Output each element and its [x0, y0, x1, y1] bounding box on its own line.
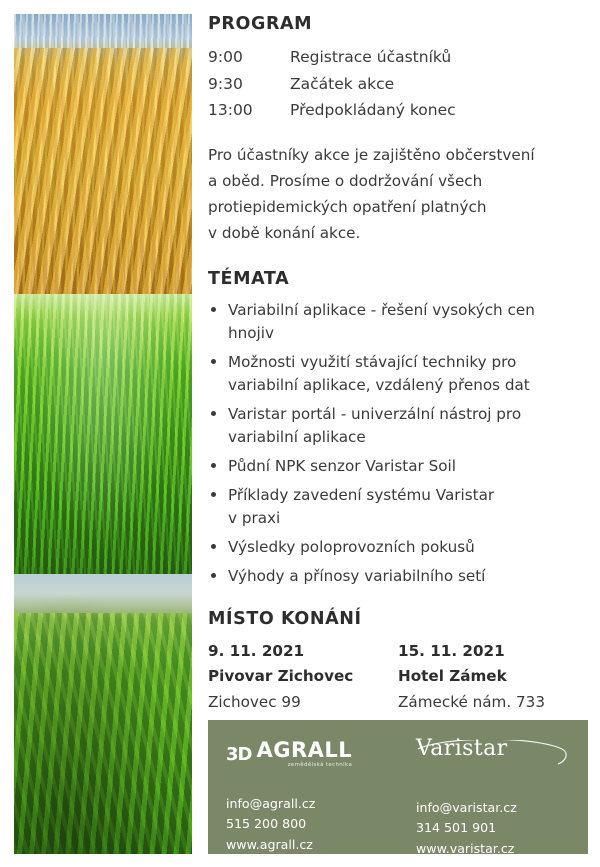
- schedule-time: 9:00: [208, 48, 243, 66]
- varistar-email[interactable]: info@varistar.cz: [416, 800, 517, 815]
- agrall-tagline: zemědělská technika: [287, 761, 353, 768]
- topic-line-cont: variabilní aplikace: [228, 428, 366, 446]
- agrall-3d-mark: 3D: [226, 744, 252, 765]
- schedule-row: [208, 97, 588, 124]
- agrall-wordmark: AGRALL: [256, 737, 353, 762]
- program-title: PROGRAM: [208, 14, 313, 34]
- program-note: [208, 142, 588, 247]
- venue-date: 9. 11. 2021: [208, 641, 305, 660]
- varistar-wordmark: Varistar: [416, 736, 508, 761]
- topic-line: Možnosti využití stávající techniky pro: [228, 352, 517, 371]
- venue-street: Zámecké nám. 733: [398, 693, 545, 712]
- list-item: [208, 403, 588, 449]
- varistar-contact: [416, 798, 588, 859]
- program-schedule: [208, 44, 588, 124]
- list-item: [208, 484, 588, 530]
- agrall-contact: [226, 794, 398, 855]
- schedule-label: Začátek akce: [290, 74, 395, 93]
- schedule-time: 9:30: [208, 74, 243, 93]
- program-note-line: v době konání akce.: [208, 224, 361, 243]
- topic-line: Výsledky poloprovozních pokusů: [228, 538, 475, 557]
- varistar-web[interactable]: www.varistar.cz: [416, 840, 515, 856]
- agrall-email[interactable]: info@agrall.cz: [226, 796, 316, 811]
- topic-line: Variabilní aplikace - řešení vysokých cen: [228, 300, 535, 319]
- footer-band: [208, 720, 588, 854]
- schedule-row: [208, 71, 588, 98]
- footer-varistar: [398, 720, 588, 854]
- varistar-phone[interactable]: 314 501 901: [416, 820, 497, 836]
- program-note-line: protiepidemických opatření platných: [208, 198, 487, 217]
- venue-place: Hotel Zámek: [398, 667, 507, 686]
- varistar-logo: [416, 738, 588, 772]
- green-wheat-photo: [14, 294, 192, 574]
- footer-agrall: [208, 720, 398, 854]
- topic-line: Příklady zavedení systému Varistar: [228, 486, 495, 505]
- venue-title: MÍSTO KONÁNÍ: [208, 608, 362, 629]
- schedule-label: Registrace účastníků: [290, 48, 452, 66]
- venue-date: 15. 11. 2021: [398, 641, 505, 660]
- list-item: [208, 299, 588, 345]
- topics-title: TÉMATA: [208, 268, 290, 289]
- schedule-time: 13:00: [208, 101, 253, 120]
- schedule-row: [208, 44, 588, 71]
- program-note-line: a oběd. Prosíme o dodržování všech: [208, 172, 483, 191]
- agrall-phone[interactable]: 515 200 800: [226, 816, 307, 832]
- agrall-logo: [226, 738, 398, 768]
- corn-field-photo: [14, 574, 192, 854]
- list-item: [208, 351, 588, 397]
- content-column: [208, 14, 588, 742]
- topic-line: Půdní NPK senzor Varistar Soil: [228, 457, 456, 476]
- wheat-field-photo: [14, 14, 192, 294]
- topic-line: Výhody a přínosy variabilního setí: [228, 567, 486, 586]
- topic-line-cont: v praxi: [228, 509, 281, 528]
- topic-line-cont: hnojiv: [228, 323, 274, 342]
- photo-column: [14, 14, 192, 854]
- list-item: [208, 536, 588, 559]
- program-note-line: Pro účastníky akce je zajištěno občerstvení: [208, 145, 535, 164]
- topic-line-cont: variabilní aplikace, vzdálený přenos dat: [228, 375, 530, 394]
- list-item: [208, 455, 588, 478]
- list-item: [208, 565, 588, 588]
- venue-place: Pivovar Zichovec: [208, 667, 354, 686]
- schedule-label: Předpokládaný konec: [290, 101, 456, 120]
- agrall-web[interactable]: www.agrall.cz: [226, 836, 313, 852]
- venue-street: Zichovec 99: [208, 693, 301, 712]
- topic-line: Varistar portál - univerzální nástroj pro: [228, 404, 522, 423]
- topics-list: [208, 299, 588, 589]
